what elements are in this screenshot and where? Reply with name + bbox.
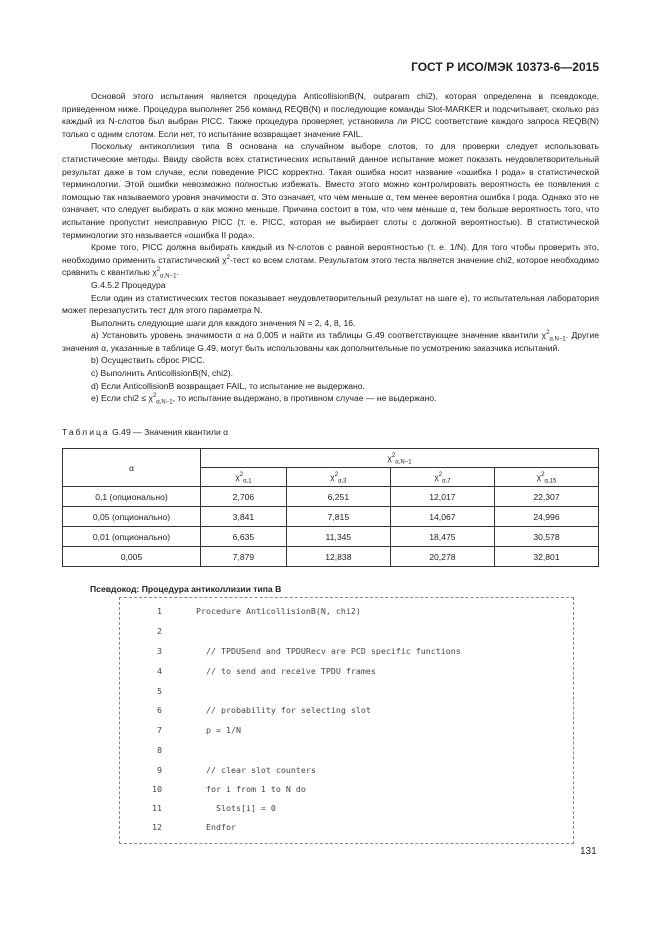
- list-item: [62, 392, 599, 405]
- value-cell: 12,838: [286, 547, 390, 567]
- code-text: p = 1/N: [196, 725, 241, 735]
- line-number: 4: [157, 666, 162, 676]
- table-row: [63, 527, 599, 547]
- code-text: Slots[i] = 0: [196, 803, 276, 813]
- paragraph: [62, 241, 599, 279]
- value-cell: 6,251: [286, 487, 390, 507]
- line-number: 12: [152, 822, 162, 832]
- paragraph: [62, 329, 599, 354]
- text-run: -тест ко всем слотам. Результатом этого теста является значение chi2, которое необходимо сравнить с квантилью χ: [62, 254, 599, 278]
- paragraph: Поскольку антиколлизия типа B основана на случайном выборе слотов, то для проверки следует использовать статистические методы. Ввиду свойств всех статистических испытаний данное испытание может показать неудовлетворительный результат даже в том случае, если поведение PICC корректно. Такая ошибка носит название «ошибка I рода» в статистической терминологии. Этой ошибки невозможно полностью избежать. Вместо этого можно контролировать вероятность ее появления с помощью так называемого уровня значимости α. Это означает, что чем меньше α, тем менее вероятна ошибка I рода. Однако это не означает, что следует выбирать α как можно меньше. Причина состоит в том, что чем меньше α, тем больше вероятность того, что испытание пропустит неисправную PICC (т. е. PICC, которая не выбирает слоты с должной вероятностью). В статистической терминологии это называется «ошибка II рода».: [62, 141, 599, 240]
- code-text: for i from 1 to N do: [196, 784, 306, 794]
- column-header: [286, 468, 390, 487]
- superscript: 2: [239, 472, 244, 479]
- superscript: 2: [156, 267, 161, 274]
- value-cell: 24,996: [494, 507, 598, 527]
- value-cell: 20,278: [390, 547, 494, 567]
- alpha-cell: 0,05 (опционально): [63, 507, 201, 527]
- pseudocode-block: [119, 597, 574, 844]
- paragraph: Если один из статистических тестов показывает неудовлетворительный результат на шаге е), то испытательная лаборатория может перезапустить тест для этого параметра N.: [62, 292, 599, 316]
- subscript: α,1: [243, 478, 252, 485]
- alpha-cell: 0,005: [63, 547, 201, 567]
- alpha-cell: 0,01 (опционально): [63, 527, 201, 547]
- code-text: // TPDUSend and TPDURecv are PCD specific functions: [196, 646, 461, 656]
- code-text: Procedure AnticollisionB(N, chi2): [196, 606, 361, 616]
- value-cell: 3,841: [201, 507, 287, 527]
- superscript: 2: [152, 393, 157, 400]
- text-run: Кроме того, PICC должна выбирать каждый из N-слотов с равной вероятностью (т. е. 1/N). Для того чтобы проверить это, необходимо применить статистический χ: [62, 242, 599, 265]
- page-number: 131: [580, 846, 597, 857]
- code-text: Endfor: [196, 822, 236, 832]
- symbol: χ: [330, 472, 335, 482]
- line-number: 3: [157, 646, 162, 656]
- text-run: а) Установить уровень значимости α на 0,005 и найти из таблицы G.49 соответствующее значение квантили χ: [91, 330, 547, 341]
- alpha-cell: 0,1 (опционально): [63, 487, 201, 507]
- group-header: [201, 449, 599, 468]
- code-text: // probability for selecting slot: [196, 705, 371, 715]
- alpha-header: α: [63, 449, 201, 487]
- table-row: [63, 507, 599, 527]
- value-cell: 22,307: [494, 487, 598, 507]
- table-caption: [62, 427, 228, 437]
- superscript: 2: [226, 254, 230, 261]
- subscript: α,N−1: [549, 337, 566, 343]
- value-cell: 6,635: [201, 527, 287, 547]
- line-number: 2: [157, 626, 162, 636]
- value-cell: 7,879: [201, 547, 287, 567]
- line-number: 8: [157, 745, 162, 755]
- text-run: , то испытание выдержано, в противном случае — не выдержано.: [172, 393, 437, 404]
- text-run: . Другие значения α, указанные в таблице G.49, могут быть использованы как дополнительные по усмотрению заказчика испытаний.: [62, 330, 599, 353]
- subscript: α,7: [442, 478, 451, 485]
- value-cell: 14,067: [390, 507, 494, 527]
- table-caption-text: G.49 — Значения квантили α: [112, 427, 229, 437]
- list-item: d) Если AnticollisionB возвращает FAIL, то испытание не выдержано.: [91, 380, 365, 391]
- value-cell: 2,706: [201, 487, 287, 507]
- value-cell: 18,475: [390, 527, 494, 547]
- column-header: [201, 468, 287, 487]
- symbol: χ: [235, 472, 240, 482]
- list-item: с) Выполнить AnticollisionB(N, chi2).: [91, 368, 234, 379]
- table-caption-label: Таблица: [62, 427, 110, 437]
- line-number: 10: [152, 784, 162, 794]
- symbol: χ: [434, 472, 439, 482]
- code-text: // to send and receive TPDU frames: [196, 666, 376, 676]
- column-header: [390, 468, 494, 487]
- paragraph: Выполнить следующие шаги для каждого значения N = 2, 4, 8, 16.: [91, 317, 356, 328]
- line-number: 1: [157, 606, 162, 616]
- line-number: 11: [152, 803, 162, 813]
- document-header: ГОСТ Р ИСО/МЭК 10373-6—2015: [411, 60, 599, 74]
- line-number: 5: [157, 686, 162, 696]
- symbol: χ: [536, 472, 542, 482]
- column-header: [494, 468, 598, 487]
- superscript: 2: [334, 472, 339, 479]
- subscript: α,3: [338, 478, 347, 485]
- text-run: е) Если chi2 ≤ χ: [91, 393, 153, 404]
- table-header-row: [63, 449, 599, 468]
- symbol: χ: [387, 453, 392, 463]
- subscript: α,N−1: [156, 399, 173, 406]
- line-number: 7: [157, 725, 162, 735]
- code-text: // clear slot counters: [196, 765, 316, 775]
- table-row: [63, 487, 599, 507]
- subscript: α,N−1: [160, 274, 177, 281]
- superscript: 2: [541, 472, 545, 479]
- line-number: 9: [157, 765, 162, 775]
- quantile-table: [62, 448, 599, 567]
- superscript: 2: [546, 330, 550, 337]
- subscript: α,15: [544, 478, 557, 485]
- subscript: α,N−1: [395, 459, 412, 466]
- pseudocode-caption: Псевдокод: Процедура антиколлизии типа В: [90, 584, 282, 594]
- value-cell: 12,017: [390, 487, 494, 507]
- superscript: 2: [438, 472, 443, 479]
- text-run: .: [176, 267, 179, 278]
- line-number: 6: [157, 705, 162, 715]
- value-cell: 30,578: [494, 527, 598, 547]
- table-row: [63, 547, 599, 567]
- paragraph: Основой этого испытания является процедура AnticollisionB(N, outparam chi2), которая определена в псевдокоде, приведенном ниже. Процедура выполняет 256 команд REQB(N) и последующие команды Slot-MARKER и подсчитывает, сколько раз каждый из N-слотов был выбран PICC. Также процедура проверяет, установила ли PICC соответствие каждого запроса REQB(N) только с одним слотом. Если нет, то испытание возвращает значение FAIL.: [62, 91, 599, 139]
- superscript: 2: [391, 453, 396, 460]
- value-cell: 32,801: [494, 547, 598, 567]
- list-item: b) Осуществить сброс PICC.: [91, 355, 205, 366]
- body-text: [62, 90, 599, 405]
- value-cell: 7,815: [286, 507, 390, 527]
- section-heading: G.4.5.2 Процедура: [91, 279, 166, 290]
- value-cell: 11,345: [286, 527, 390, 547]
